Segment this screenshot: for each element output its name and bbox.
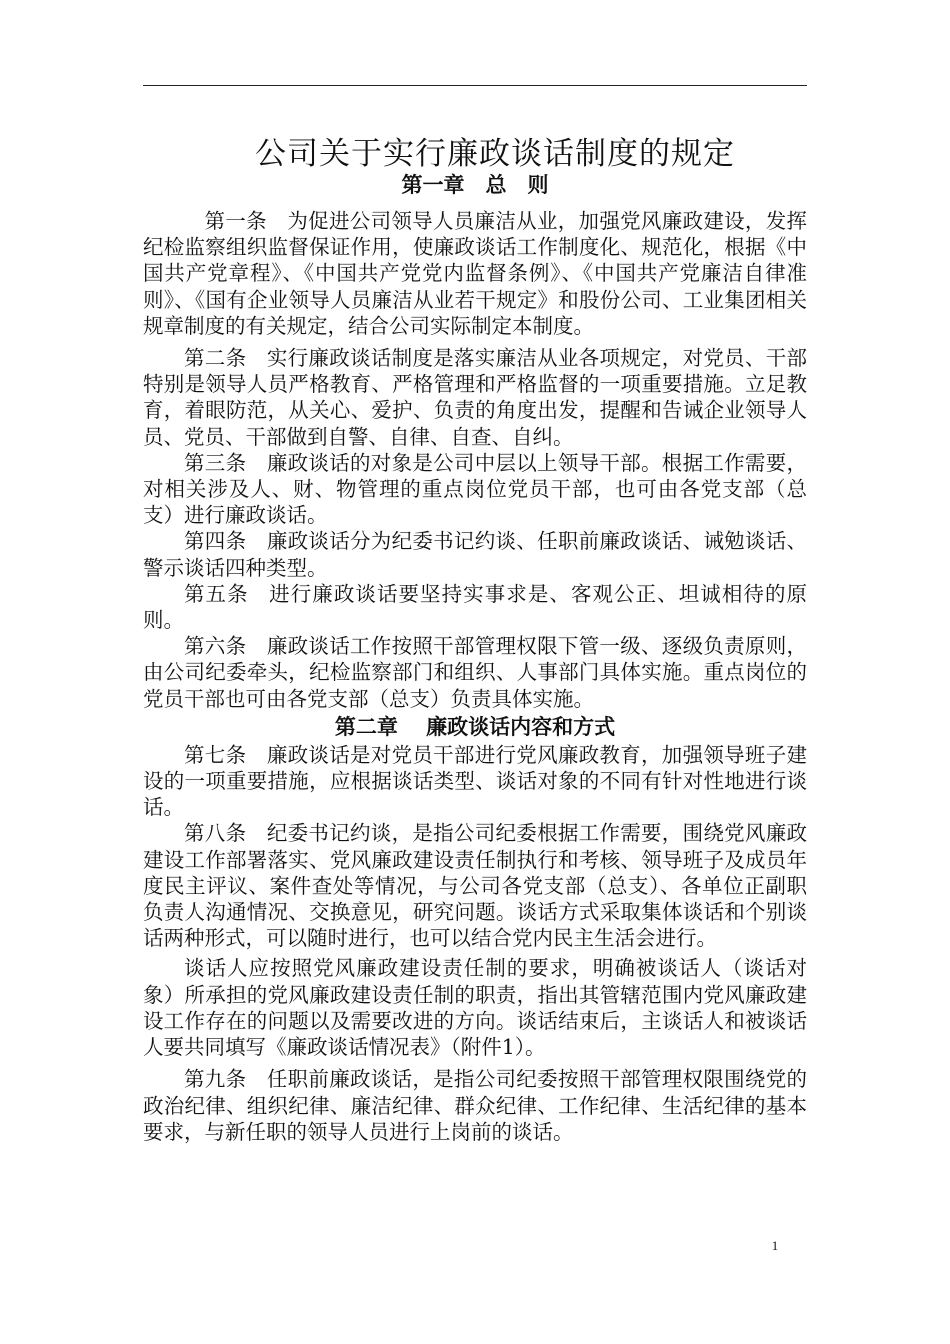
- article-paragraph: [143, 450, 807, 529]
- article-text: 廉政谈话工作按照干部管理权限下管一级、逐级负责原则，由公司纪委牵头，纪检监察部门和组织、人事部门具体实施。重点岗位的党员干部也可由各党支部（总支）负责具体实施。: [143, 634, 808, 711]
- article-paragraph: [143, 208, 807, 339]
- article-number: 第二条: [184, 346, 247, 371]
- article-paragraph: [143, 528, 807, 580]
- article-text: 任职前廉政谈话，是指公司纪委按照干部管理权限围绕党的政治纪律、组织纪律、廉洁纪律、群众纪律、工作纪律、生活纪律的基本要求，与新任职的领导人员进行上岗前的谈话。: [143, 1067, 808, 1144]
- paragraph-text: 谈话人应按照党风廉政建设责任制的要求，明确被谈话人（谈话对象）所承担的党风廉政建设责任制的职责，指出其管辖范围内党风廉政建设工作存在的问题以及需要改进的方向。谈话结束后，主谈话人和被谈话人要共同填写《廉政谈话情况表》（附件1）。: [143, 956, 807, 1060]
- article-number: 第九条: [184, 1067, 247, 1092]
- article-text: 为促进公司领导人员廉洁从业，加强党风廉政建设，发挥纪检监察组织监督保证作用，使廉政谈话工作制度化、规范化，根据《中国共产党章程》、《中国共产党党内监督条例》、《中国共产党廉洁自律准则》、《国有企业领导人员廉洁从业若干规定》和股份公司、工业集团相关规章制度的有关规定，结合公司实际制定本制度。: [143, 209, 808, 338]
- article-paragraph: [143, 633, 807, 712]
- article-number: 第六条: [184, 634, 247, 659]
- article-text: 廉政谈话的对象是公司中层以上领导干部。根据工作需要，对相关涉及人、财、物管理的重点岗位党员干部，也可由各党支部（总支）进行廉政谈话。: [143, 450, 808, 528]
- article-number: 第五条: [184, 581, 249, 606]
- body-paragraph: [143, 955, 807, 1060]
- article-number: 第四条: [184, 529, 247, 554]
- header-rule: [143, 85, 807, 86]
- article-paragraph: [143, 345, 807, 450]
- article-text: 实行廉政谈话制度是落实廉洁从业各项规定，对党员、干部特别是领导人员严格教育、严格管理和严格监督的一项重要措施。立足教育，着眼防范，从关心、爱护、负责的角度出发，提醒和告诫企业领导人员、党员、干部做到自警、自律、自查、自纠。: [143, 346, 808, 449]
- article-number: 第三条: [184, 450, 247, 475]
- article-text: 纪委书记约谈，是指公司纪委根据工作需要，围绕党风廉政建设工作部署落实、党风廉政建设责任制执行和考核、领导班子及成员年度民主评议、案件查处等情况，与公司各党支部（总支）、各单位正副职负责人沟通情况、交换意见，研究问题。谈话方式采取集体谈话和个别谈话两种形式，可以随时进行，也可以结合党内民主生活会进行。: [143, 821, 808, 951]
- chapter-heading-1: 第一章 总 则: [401, 172, 549, 197]
- article-number: 第八条: [184, 821, 247, 846]
- chapter-heading-2: 第二章 廉政谈话内容和方式: [334, 713, 616, 739]
- article-text: 进行廉政谈话要坚持实事求是、客观公正、坦诚相待的原则。: [143, 581, 808, 633]
- article-paragraph: [143, 742, 807, 821]
- article-text: 廉政谈话是对党员干部进行党风廉政教育，加强领导班子建设的一项重要措施，应根据谈话类型、谈话对象的不同有针对性地进行谈话。: [143, 742, 808, 820]
- document-title: 公司关于实行廉政谈话制度的规定: [255, 136, 735, 172]
- document-body: [143, 170, 807, 1145]
- article-number: 第七条: [184, 742, 247, 767]
- article-paragraph: [143, 820, 807, 951]
- article-number: 第一条: [204, 209, 267, 233]
- page-number: 1: [771, 1238, 779, 1253]
- article-text: 廉政谈话分为纪委书记约谈、任职前廉政谈话、诫勉谈话、警示谈话四种类型。: [143, 529, 808, 580]
- article-paragraph: [143, 581, 807, 633]
- article-paragraph: [143, 1066, 807, 1145]
